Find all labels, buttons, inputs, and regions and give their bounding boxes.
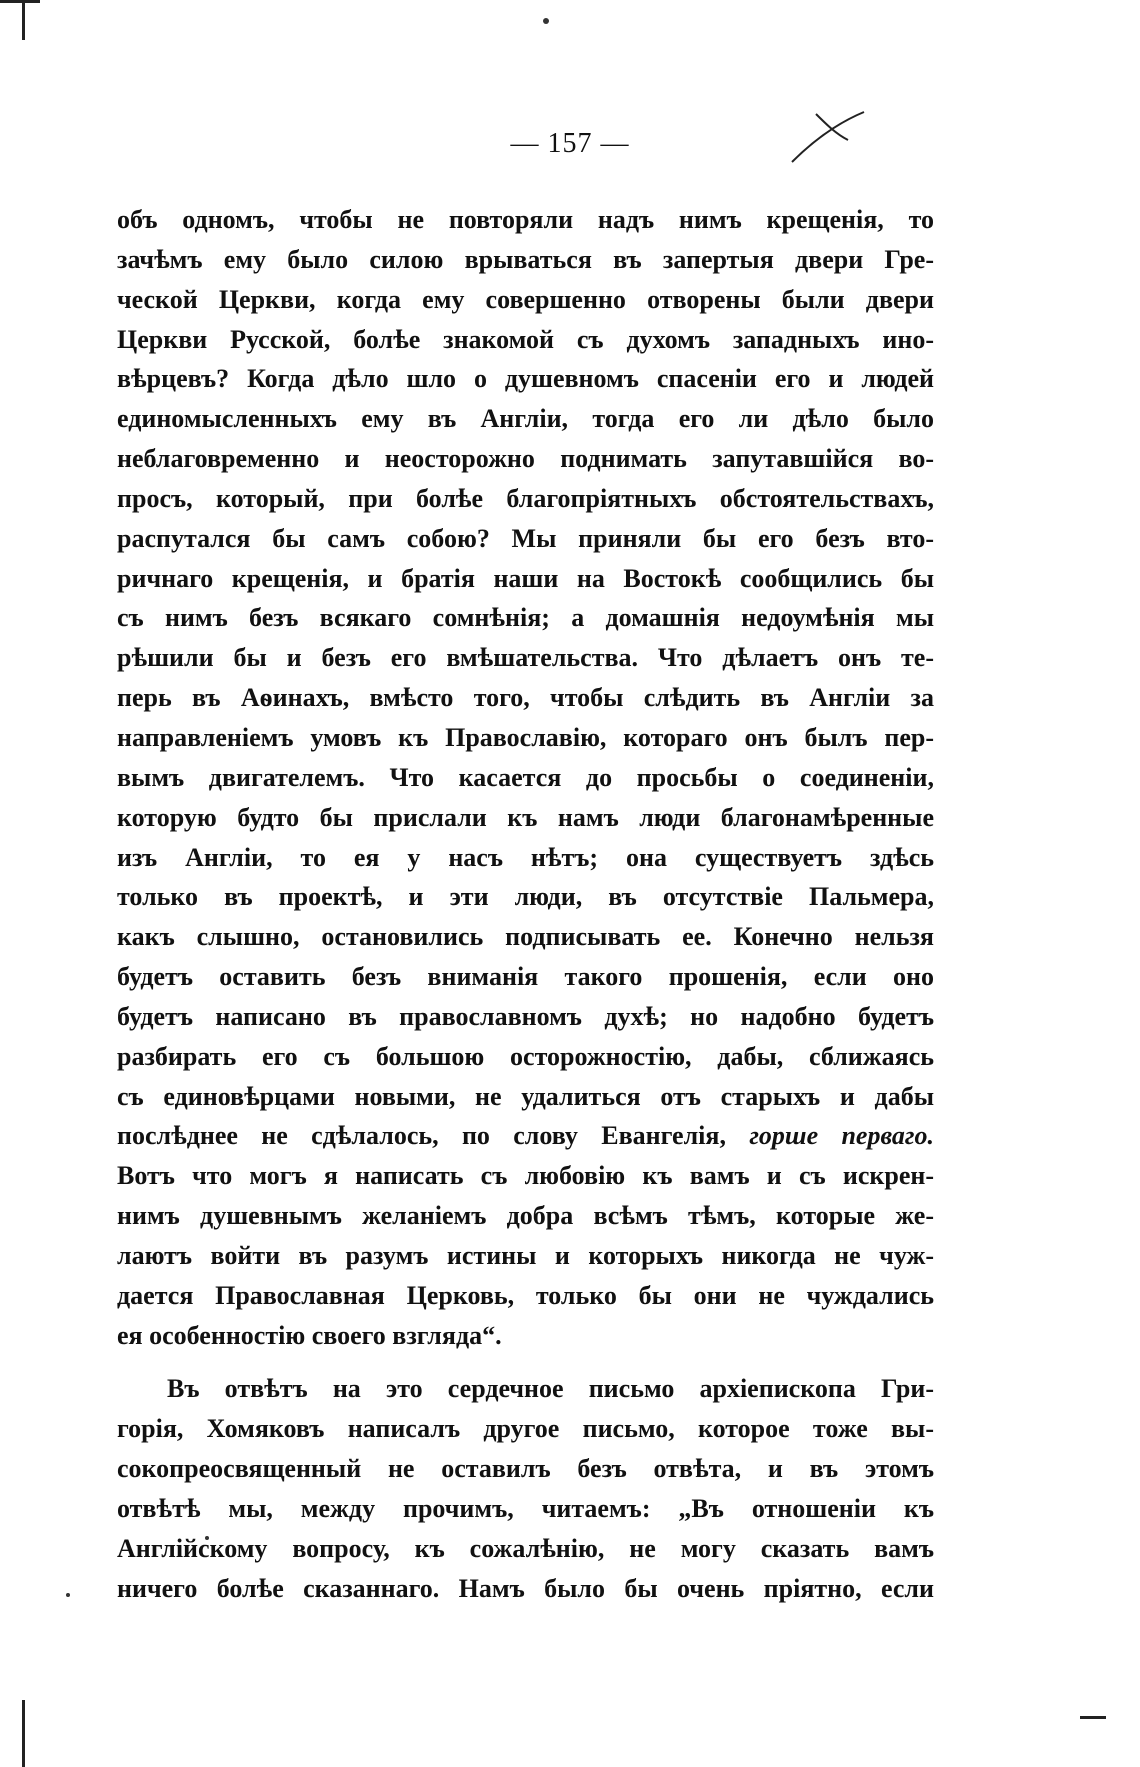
- scan-left-edge: [22, 0, 25, 40]
- text-line: будетъ написано въ православномъ духѣ; но надобно будетъ: [117, 1001, 934, 1031]
- paragraph-1: [117, 200, 934, 1355]
- text-line-last: ея особенностію своего взгляда“.: [117, 1320, 502, 1350]
- text-line: только въ проектѣ, и эти люди, въ отсутствіе Пальмера,: [117, 882, 934, 912]
- text-line: Церкви Русской, болѣе знакомой съ духомъ западныхъ ино-: [117, 324, 934, 354]
- page-number: — 157 —: [510, 128, 630, 159]
- text-line: вымъ двигателемъ. Что касается до просьбы о соединеніи,: [117, 762, 934, 792]
- text-line: вѣрцевъ? Когда дѣло шло о душевномъ спасеніи его и людей: [117, 364, 934, 394]
- text-line: изъ Англіи, то ея у насъ нѣтъ; она существуетъ здѣсь: [117, 842, 934, 872]
- text-line: отвѣтѣ мы, между прочимъ, читаемъ: „Въ отношеніи къ: [117, 1494, 934, 1523]
- text-line: ческой Церкви, когда ему совершенно отворены были двери: [117, 284, 934, 314]
- text-line: просъ, который, при болѣе благопріятныхъ обстоятельствахъ,: [117, 483, 934, 513]
- text-line: будетъ оставить безъ вниманія такого прошенія, если оно: [117, 962, 934, 992]
- text-line: сокопреосвященный не оставилъ безъ отвѣта, и въ этомъ: [117, 1454, 934, 1484]
- text-line: лаютъ войти въ разумъ истины и которыхъ никогда не чуж-: [117, 1240, 934, 1270]
- text-line: ричнаго крещенія, и братія наши на Востокѣ сообщились бы: [117, 563, 934, 593]
- text-line: нимъ душевнымъ желаніемъ добра всѣмъ тѣмъ, которые же-: [117, 1201, 934, 1231]
- text-line: Англійскому вопросу, къ сожалѣнію, не могу сказать вамъ: [117, 1533, 934, 1563]
- scan-left-edge-bottom: [22, 1700, 25, 1767]
- text-line-with-italic: [117, 1116, 934, 1156]
- main-text: [117, 200, 934, 1609]
- text-line: горія, Хомяковъ написалъ другое письмо, которое тоже вы-: [117, 1414, 934, 1444]
- speck: [543, 18, 549, 24]
- scan-right-dash: [1080, 1716, 1106, 1719]
- text-line: разбирать его съ большою осторожностію, дабы, сближаясь: [117, 1041, 934, 1071]
- speck: [66, 1593, 70, 1597]
- text-line: съ нимъ безъ всякаго сомнѣнія; а домашнія недоумѣнія мы: [117, 603, 934, 633]
- text-line: направленіемъ умовъ къ Православію, котораго онъ былъ пер-: [117, 722, 934, 752]
- text-line: Въ отвѣтъ на это сердечное письмо архіепископа Гри-: [167, 1374, 934, 1404]
- text-line: которую будто бы прислали къ намъ люди благонамѣренные: [117, 802, 934, 832]
- text-line: какъ слышно, остановились подписывать ее. Конечно нельзя: [117, 922, 934, 952]
- text-line: рѣшили бы и безъ его вмѣшательства. Что дѣлаетъ онъ те-: [117, 643, 934, 673]
- text-line: распутался бы самъ собою? Мы приняли бы его безъ вто-: [117, 523, 934, 553]
- scan-corner-mark: [0, 0, 40, 3]
- pencil-check-mark: [790, 104, 870, 164]
- text-line: Вотъ что могъ я написать съ любовію къ вамъ и съ искрен-: [117, 1161, 934, 1191]
- text-line: ничего болѣе сказаннаго. Намъ было бы очень пріятно, если: [117, 1573, 934, 1603]
- italic-quote: горше перваго.: [749, 1121, 934, 1151]
- text-line: дается Православная Церковь, только бы они не чуждались: [117, 1280, 934, 1310]
- text-line: зачѣмъ ему было силою врываться въ запертыя двери Гре-: [117, 244, 934, 274]
- text-line: неблаговременно и неосторожно поднимать запутавшійся во-: [117, 444, 934, 474]
- text-line: перь въ Аѳинахъ, вмѣсто того, чтобы слѣдить въ Англіи за: [117, 683, 934, 713]
- paragraph-2: [117, 1369, 934, 1608]
- text-line: единомысленныхъ ему въ Англіи, тогда его ли дѣло было: [117, 404, 934, 434]
- text-line: съ единовѣрцами новыми, не удалиться отъ старыхъ и дабы: [117, 1081, 934, 1111]
- text-span: послѣднее не сдѣлалось, по слову Евангелія,: [117, 1121, 726, 1151]
- text-line: объ одномъ, чтобы не повторяли надъ нимъ крещенія, то: [117, 205, 934, 234]
